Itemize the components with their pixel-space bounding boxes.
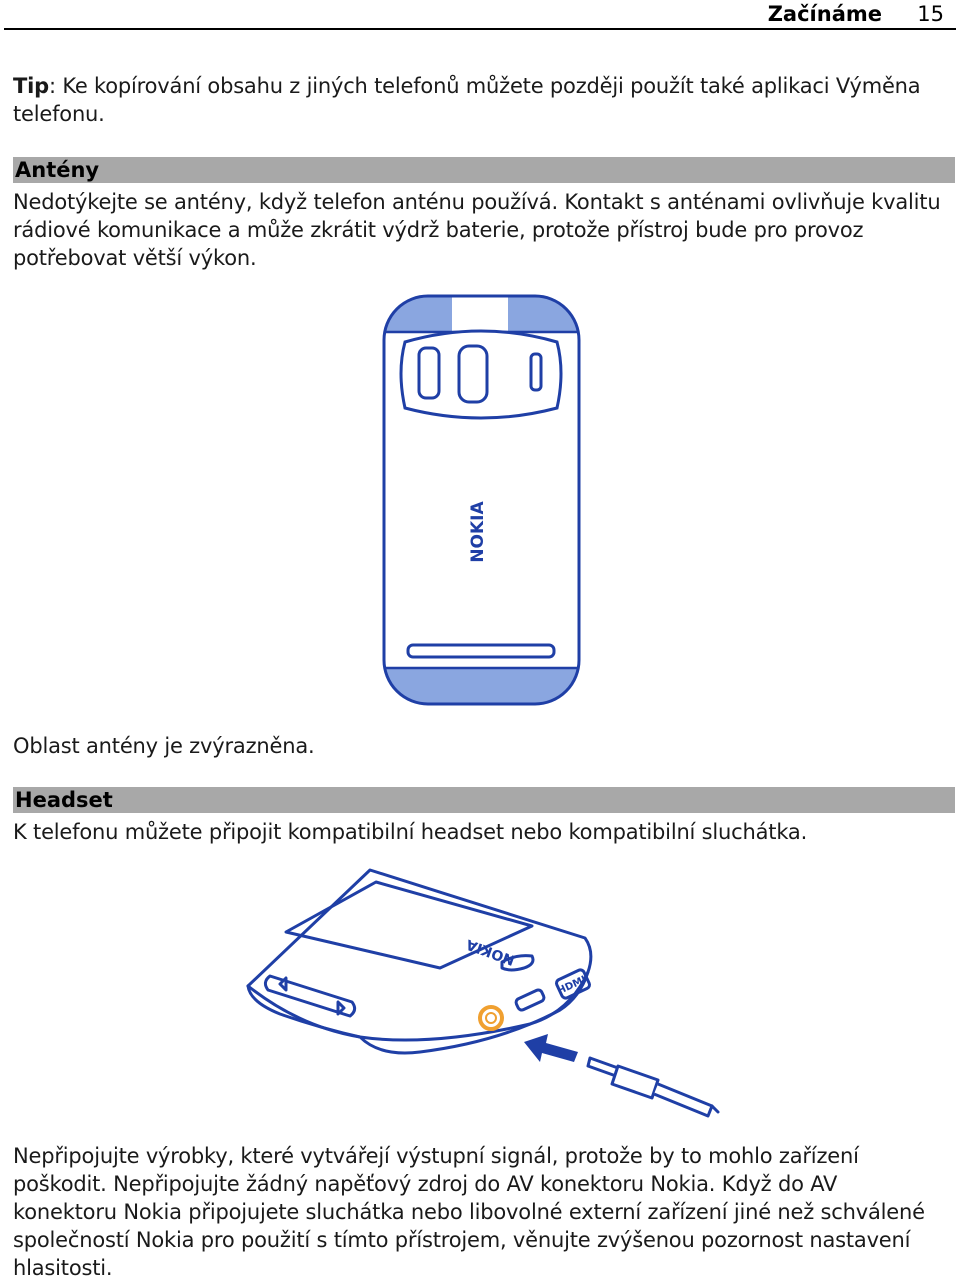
antennas-body: Nedotýkejte se antény, když telefon anténu používá. Kontakt s anténami ovlivňuje kvalitu rádiové komunikace a může zkrátit výdrž baterie, protože přístroj bude pro provoz potřebovat větší výkon. — [13, 190, 941, 270]
phone-back-illustration — [375, 290, 587, 710]
tip-paragraph — [13, 72, 943, 128]
antenna-caption: Oblast antény je zvýrazněna. — [13, 734, 315, 758]
usb-port — [515, 989, 545, 1012]
nokia-logo: NOKIA — [468, 501, 488, 563]
antenna-area-top-right — [508, 296, 579, 332]
headset-connection-illustration — [240, 862, 730, 1124]
section-bar-antennas — [13, 157, 955, 183]
headphone-plug — [588, 1058, 718, 1116]
antenna-area-bottom — [384, 668, 579, 704]
page-number: 15 — [917, 2, 944, 26]
page-header — [0, 0, 960, 30]
tip-text: Ke kopírování obsahu z jiných telefonů můžete později použít také aplikaci Výměna telefonu. — [13, 74, 921, 126]
tip-label: Tip — [13, 74, 49, 98]
sensor-icon — [531, 354, 541, 390]
insert-arrow-icon — [524, 1034, 578, 1062]
headset-body: K telefonu můžete připojit kompatibilní headset nebo kompatibilní sluchátka. — [13, 820, 808, 844]
section-title-antennas: Antény — [15, 158, 100, 182]
nokia-logo-front: NOKIA — [464, 935, 518, 968]
phone-top-edge — [248, 870, 591, 986]
section-bar-headset — [13, 787, 955, 813]
headset-warning: Nepřipojujte výrobky, které vytvářejí výstupní signál, protože by to mohlo zařízení poškodit. Nepřipojujte žádný napěťový zdroj do AV konektoru Nokia. Když do AV konektoru Nokia připojujete sluchátka nebo libovolné externí zařízení jiné než schválené společností Nokia pro použití s tímto přístrojem, věnujte zvýšenou pozornost nastavení hlasitosti. — [13, 1144, 925, 1280]
header-rule — [4, 28, 956, 30]
section-title-headset: Headset — [15, 788, 113, 812]
camera-lens-icon — [459, 346, 487, 402]
tip-separator: : — [48, 74, 56, 98]
flash-icon — [419, 348, 439, 398]
section-name: Začínáme — [767, 2, 882, 26]
speaker-slot — [408, 645, 554, 657]
phone-front-lower — [248, 972, 588, 1040]
hdmi-label: HDMI — [555, 974, 589, 998]
